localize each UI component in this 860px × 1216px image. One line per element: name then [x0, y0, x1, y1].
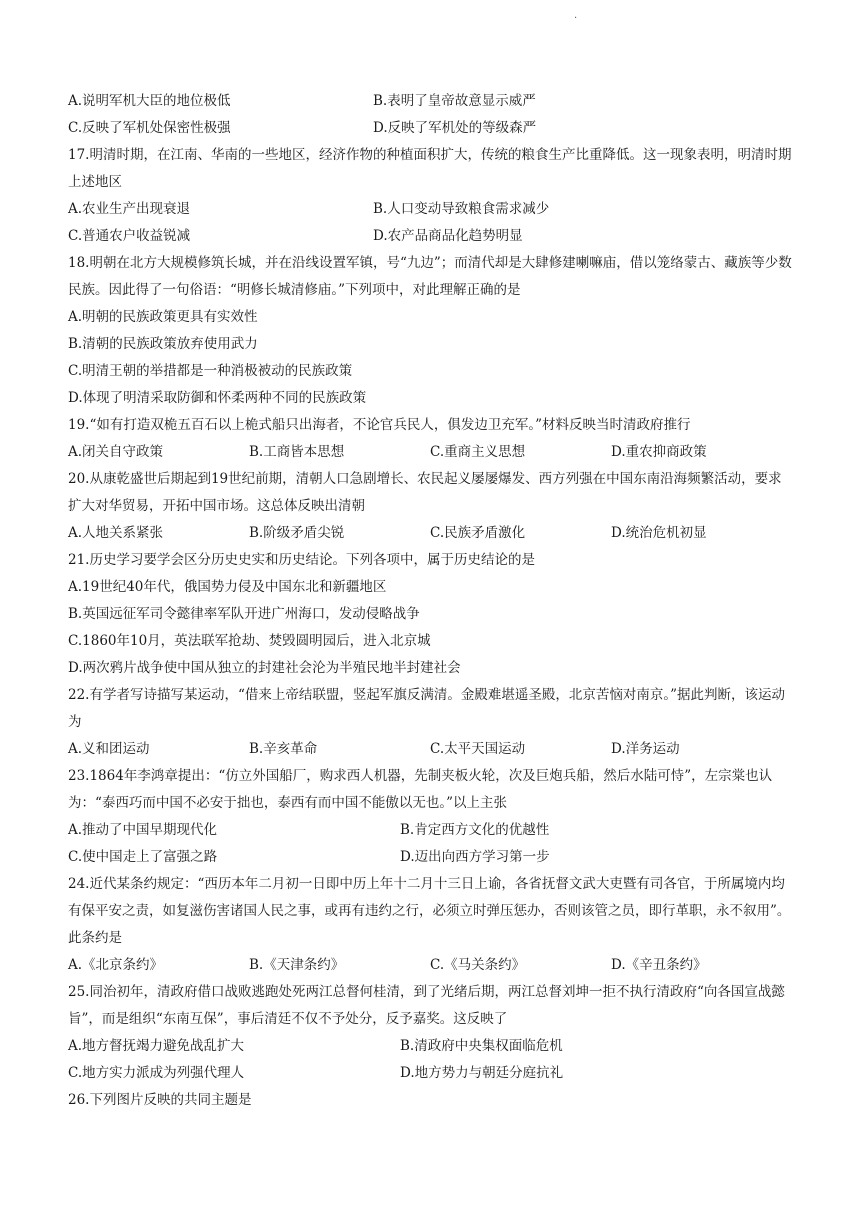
q16-option-d[interactable]: D.反映了军机处的等级森严: [373, 120, 537, 136]
q17-option-d[interactable]: D.农产品商品化趋势明显: [373, 228, 523, 244]
q22-option-c[interactable]: C.太平天国运动: [430, 741, 526, 757]
q24-option-a[interactable]: A.《北京条约》: [68, 957, 164, 973]
q19-option-a[interactable]: A.闭关自守政策: [68, 444, 164, 460]
q19-stem: 19.“如有打造双桅五百石以上桅式船只出海者，不论官兵民人，俱发边卫充军。”材料反映当时清政府推行: [68, 417, 691, 433]
q25-option-c[interactable]: C.地方实力派成为列强代理人: [68, 1065, 245, 1081]
q24-option-d[interactable]: D.《辛丑条约》: [611, 957, 707, 973]
q21-stem: 21.历史学习要学会区分历史史实和历史结论。下列各项中，属于历史结论的是: [68, 552, 535, 568]
q24-option-b[interactable]: B.《天津条约》: [249, 957, 345, 973]
q25-option-a[interactable]: A.地方督抚竭力避免战乱扩大: [68, 1038, 245, 1054]
q16-options-row-1: [68, 88, 794, 115]
q21-option-c[interactable]: C.1860年10月，英法联军抢劫、焚毁圆明园后，进入北京城: [68, 633, 431, 649]
q23-option-b[interactable]: B.肯定西方文化的优越性: [400, 822, 550, 838]
q22-options: [68, 736, 794, 763]
q25-options-row-1: [68, 1033, 794, 1060]
q22-stem: 22.有学者写诗描写某运动，“借来上帝结联盟，竖起军旗反满清。金殿难堪遥圣殿，北京苦恼对南京。”据此判断，该运动为: [68, 687, 786, 730]
q23-stem: 23.1864年李鸿章提出：“仿立外国船厂，购求西人机器，先制夹板火轮，次及巨炮兵船，然后水陆可恃”，左宗棠也认为：“泰西巧而中国不必安于拙也，泰西有而中国不能傲以无也。”以上主张: [68, 768, 773, 811]
q22-option-a[interactable]: A.义和团运动: [68, 741, 150, 757]
q16-options-row-2: [68, 115, 794, 142]
q24-options: [68, 952, 794, 979]
q18-option-a[interactable]: A.明朝的民族政策更具有实效性: [68, 309, 258, 325]
q16-option-a[interactable]: A.说明军机大臣的地位极低: [68, 93, 231, 109]
q23-option-c[interactable]: C.使中国走上了富强之路: [68, 849, 218, 865]
q21-option-b[interactable]: B.英国远征军司令懿律率军队开进广州海口，发动侵略战争: [68, 606, 420, 622]
q20-options: [68, 520, 794, 547]
q23-options-row-2: [68, 844, 794, 871]
q21-option-d[interactable]: D.两次鸦片战争使中国从独立的封建社会沦为半殖民地半封建社会: [68, 660, 461, 676]
q23-option-a[interactable]: A.推动了中国早期现代化: [68, 822, 218, 838]
q21-option-a[interactable]: A.19世纪40年代，俄国势力侵及中国东北和新疆地区: [68, 579, 387, 595]
q24-stem: 24.近代某条约规定：“西历本年二月初一日即中历上年十二月十三日上谕，各省抚督文武大吏暨有司各官，于所属境内均有保平安之责，如复滋伤害诸国人民之事，或再有违约之行，必须立时弹压惩办，否则该管之员，即行革职，永不叙用”。此条约是: [68, 876, 791, 946]
q17-stem: 17.明清时期，在江南、华南的一些地区，经济作物的种植面积扩大，传统的粮食生产比重降低。这一现象表明，明清时期上述地区: [68, 147, 792, 190]
q25-options-row-2: [68, 1060, 794, 1087]
q22-option-d[interactable]: D.洋务运动: [611, 741, 680, 757]
exam-page: [68, 88, 794, 1114]
q19-options: [68, 439, 794, 466]
q20-option-a[interactable]: A.人地关系紧张: [68, 525, 164, 541]
q25-stem: 25.同治初年，清政府借口战败逃跑处死两江总督何桂清，到了光绪后期，两江总督刘坤一拒不执行清政府“向各国宣战懿旨”，而是组织“东南互保”，事后清廷不仅不予处分，反予嘉奖。这反映了: [68, 984, 785, 1027]
q19-option-b[interactable]: B.工商皆本思想: [249, 444, 345, 460]
q18-option-b[interactable]: B.清朝的民族政策放弃使用武力: [68, 336, 258, 352]
q19-option-d[interactable]: D.重农抑商政策: [611, 444, 707, 460]
q23-option-d[interactable]: D.迈出向西方学习第一步: [400, 849, 550, 865]
q20-stem: 20.从康乾盛世后期起到19世纪前期，清朝人口急剧增长、农民起义屡屡爆发、西方列强在中国东南沿海频繁活动，要求扩大对华贸易，开拓中国市场。这总体反映出清朝: [68, 471, 782, 514]
q17-option-c[interactable]: C.普通农户收益锐减: [68, 228, 191, 244]
q18-option-c[interactable]: C.明清王朝的举措都是一种消极被动的民族政策: [68, 363, 353, 379]
q20-option-b[interactable]: B.阶级矛盾尖锐: [249, 525, 345, 541]
q23-options-row-1: [68, 817, 794, 844]
q18-option-d[interactable]: D.体现了明清采取防御和怀柔两种不同的民族政策: [68, 390, 367, 406]
q17-options-row-2: [68, 223, 794, 250]
q25-option-d[interactable]: D.地方势力与朝廷分庭抗礼: [400, 1065, 564, 1081]
q25-option-b[interactable]: B.清政府中央集权面临危机: [400, 1038, 563, 1054]
q17-option-a[interactable]: A.农业生产出现衰退: [68, 201, 191, 217]
q18-stem: 18.明朝在北方大规模修筑长城，并在沿线设置军镇，号“九边”；而清代却是大肆修建喇嘛庙，借以笼络蒙古、藏族等少数民族。因此得了一句俗语：“明修长城清修庙。”下列项中，对此理解正确的是: [68, 255, 792, 298]
q24-option-c[interactable]: C.《马关条约》: [430, 957, 526, 973]
q17-option-b[interactable]: B.人口变动导致粮食需求减少: [373, 201, 550, 217]
q26-stem: 26.下列图片反映的共同主题是: [68, 1092, 252, 1108]
q22-option-b[interactable]: B.辛亥革命: [249, 741, 318, 757]
q16-option-c[interactable]: C.反映了军机处保密性极强: [68, 120, 231, 136]
q20-option-d[interactable]: D.统治危机初显: [611, 525, 707, 541]
q19-option-c[interactable]: C.重商主义思想: [430, 444, 526, 460]
q17-options-row-1: [68, 196, 794, 223]
header-mark: .: [574, 10, 578, 21]
q16-option-b[interactable]: B.表明了皇帝故意显示威严: [373, 93, 536, 109]
q20-option-c[interactable]: C.民族矛盾激化: [430, 525, 526, 541]
